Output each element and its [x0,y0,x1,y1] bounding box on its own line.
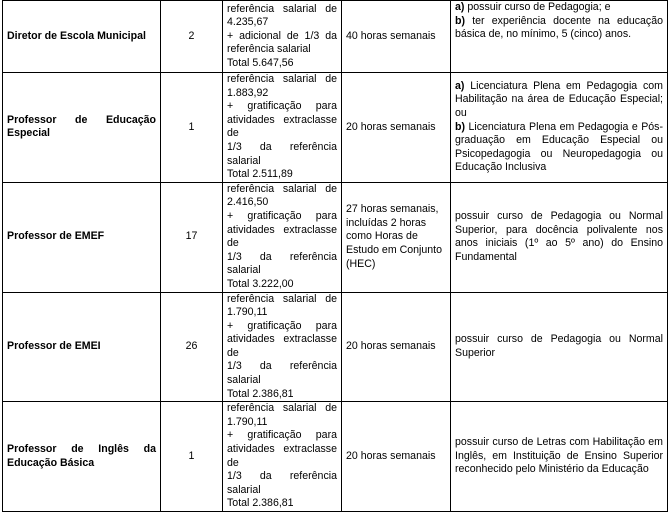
vacancies-count: 1 [161,73,223,183]
table-row [3,1,668,73]
vacancies-count: 2 [161,1,223,73]
salary-line: 1.790,11 [227,415,268,428]
requirements: possuir curso de Pedagogia ou Normal Superior [451,292,668,402]
salary-line: 4.235,67 [227,16,269,29]
position-name: Professor de EMEI [3,292,161,402]
vacancies-count: 17 [161,182,223,292]
requirement-a-text: possuir curso de Pedagogia; e [464,1,611,13]
salary-line: atividades extraclasse de [227,223,337,250]
salary-line: + gratificação para [227,100,337,113]
salary-line: atividades extraclasse de [227,443,337,469]
salary-line: salarial [227,483,261,496]
table-row [3,182,668,292]
salary-line: referência salarial de [227,73,337,85]
salary-cell [223,182,342,292]
salary-line: + gratificação para [227,319,337,332]
salary-cell [223,292,342,402]
salary-line: salarial [227,154,261,167]
position-name: Professor de Educação Especial [3,73,161,183]
salary-line: + adicional de 1/3 da [227,29,337,42]
workload: 20 horas semanais [342,402,451,512]
requirement-b-text: Licenciatura Plena em Pedagogia e Pós-graduação em Educação Especial ou Psicopedagogia ou Neuropedagogia ou Educação Inclusiva [455,120,663,174]
workload: 20 horas semanais [342,73,451,183]
salary-total: Total 2.386,81 [227,387,294,400]
workload: 20 horas semanais [342,292,451,402]
salary-line: 1/3 da referência [227,470,337,483]
salary-line: referência salarial [227,43,311,56]
salary-line: atividades extraclasse de [227,113,337,140]
requirement-a-label: a) [455,79,465,92]
workload: 27 horas semanais, incluídas 2 horas como Horas de Estudo em Conjunto (HEC) [342,182,451,292]
salary-line: referência salarial de [227,402,337,415]
salary-line: 1/3 da referência [227,360,337,373]
salary-total: Total 2.511,89 [227,168,293,181]
requirements [451,73,668,183]
requirements [451,1,668,73]
requirement-b-label: b) [455,14,465,27]
salary-total: Total 5.647,56 [227,56,294,69]
requirement-b [455,121,663,175]
salary-line: salarial [227,374,261,387]
salary-line: referência salarial de [227,2,337,15]
vacancies-count: 26 [161,292,223,402]
requirement-a-text: Licenciatura Plena em Pedagogia com Habilitação na área de Educação Especial; ou [455,79,663,119]
requirement-a-label: a) [455,1,465,13]
vacancies-count: 1 [161,402,223,512]
salary-line: 1.790,11 [227,306,268,319]
salary-line: + gratificação para [227,209,337,222]
salary-total: Total 2.386,81 [227,497,294,510]
position-name: Diretor de Escola Municipal [3,1,161,73]
position-name: Professor de Inglês da Educação Básica [3,402,161,512]
table-row [3,402,668,512]
salary-line: 1/3 da referência [227,250,337,263]
salary-total: Total 3.222,00 [227,277,294,290]
salary-cell [223,73,342,183]
salary-line: referência salarial de [227,292,337,305]
job-positions-table [2,0,668,512]
workload: 40 horas semanais [342,1,451,73]
requirement-b [455,15,663,42]
salary-line: 1/3 da referência [227,140,337,153]
requirement-b-label: b) [455,120,465,133]
requirements: possuir curso de Letras com Habilitação em Inglês, em Instituição de Ensino Superior reconhecido pelo Ministério da Educação [451,402,668,512]
table-row [3,292,668,402]
salary-cell [223,402,342,512]
table-row [3,73,668,183]
salary-line: + gratificação para [227,429,337,442]
requirement-a [455,1,663,15]
requirement-a [455,80,663,121]
requirement-b-text: ter experiência docente na educação básica de, no mínimo, 5 (cinco) anos. [455,14,663,41]
requirements: possuir curso de Pedagogia ou Normal Superior, para docência polivalente nos anos iniciais (1º ao 5º ano) do Ensino Fundamental [451,182,668,292]
salary-line: referência salarial de [227,182,337,195]
salary-cell [223,1,342,73]
salary-line: 2.416,50 [227,196,269,209]
position-name: Professor de EMEF [3,182,161,292]
salary-line: 1.883,92 [227,86,269,99]
salary-line: salarial [227,264,261,277]
salary-line: atividades extraclasse de [227,333,337,359]
